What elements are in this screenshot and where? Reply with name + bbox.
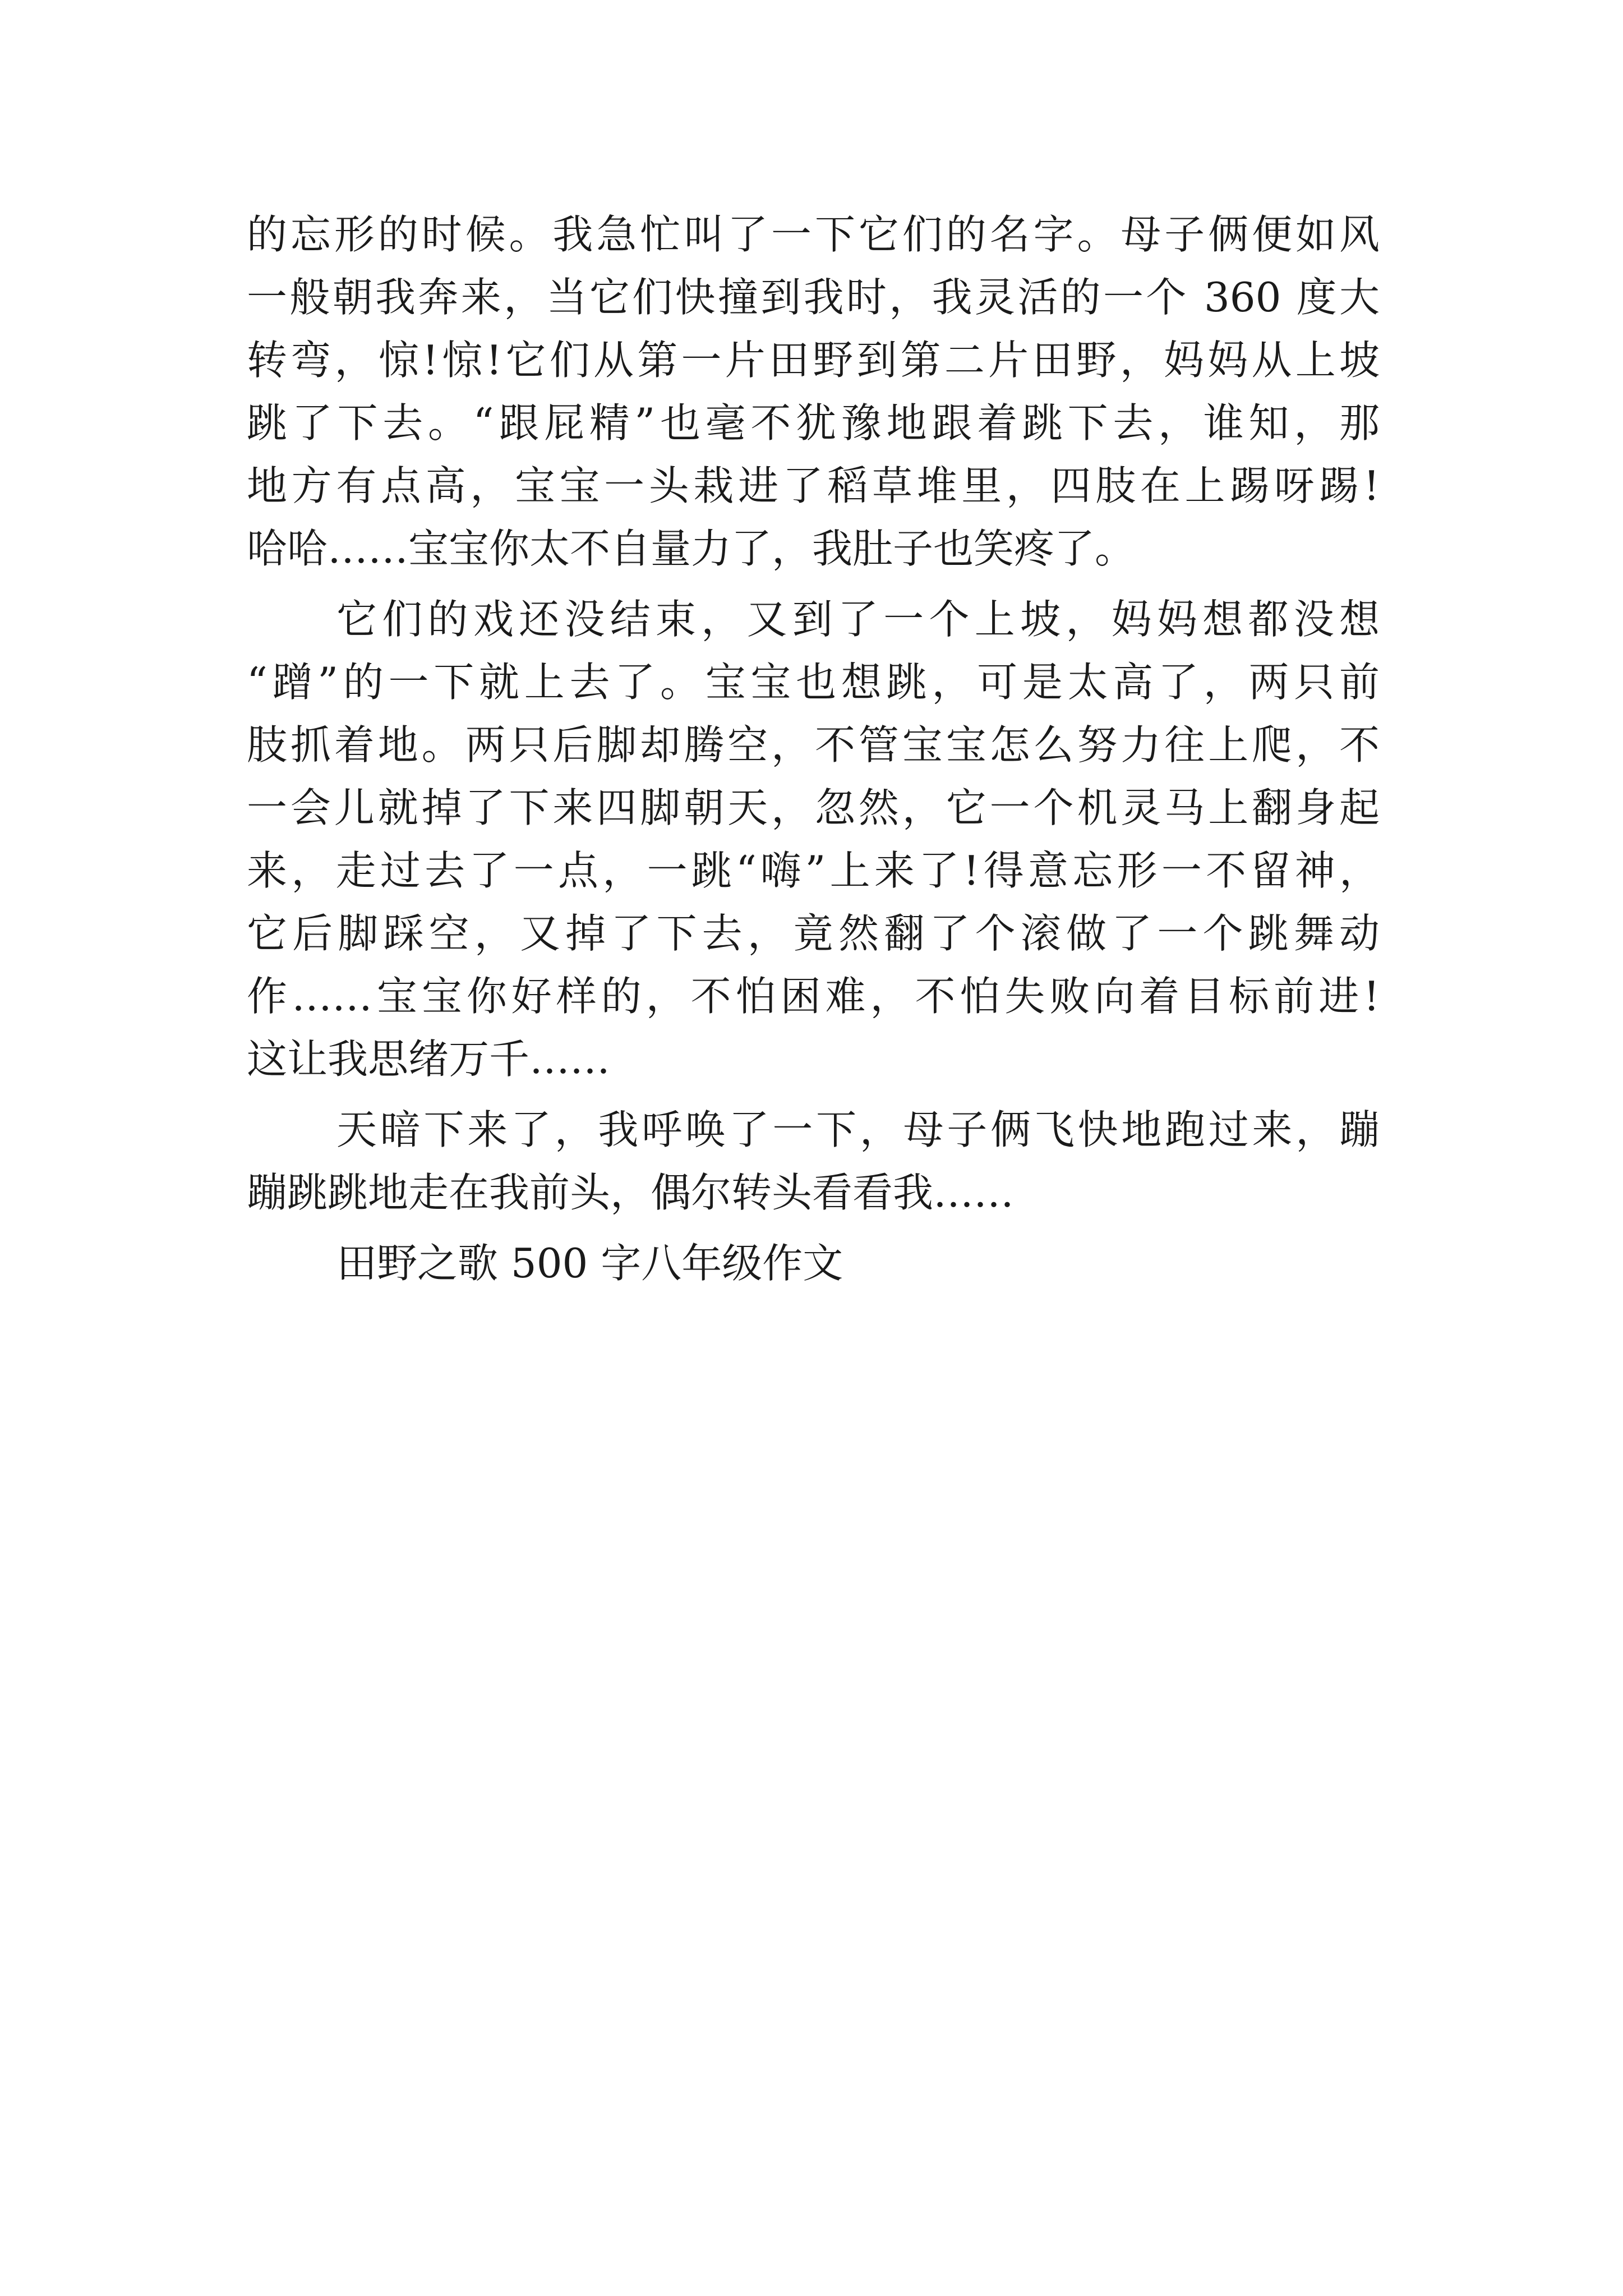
paragraph-3 xyxy=(247,1098,1380,1224)
text-line: 地方有点高，宝宝一头栽进了稻草堆里，四肢在上踢呀踢! xyxy=(247,462,1380,509)
paragraph-gap xyxy=(247,1224,1380,1232)
text-line: 哈哈……宝宝你太不自量力了，我肚子也笑疼了。 xyxy=(247,525,1136,572)
text-line: 一会儿就掉了下来四脚朝天，忽然，它一个机灵马上翻身起 xyxy=(247,784,1380,831)
text-line: 这让我思绪万千…… xyxy=(247,1036,611,1083)
text-line: 作……宝宝你好样的，不怕困难，不怕失败向着目标前进! xyxy=(247,973,1380,1020)
text-line: 转弯，惊!惊!它们从第一片田野到第二片田野，妈妈从上坡 xyxy=(247,337,1380,384)
text-line: 蹦跳跳地走在我前头，偶尔转头看看我…… xyxy=(247,1169,1015,1216)
essay-body xyxy=(247,203,1380,1295)
text-line: 它后脚踩空，又掉了下去，竟然翻了个滚做了一个跳舞动 xyxy=(247,910,1380,957)
text-line: 来，走过去了一点，一跳“嗨”上来了!得意忘形一不留神， xyxy=(247,847,1380,894)
text-line: 的忘形的时候。我急忙叫了一下它们的名字。母子俩便如风 xyxy=(247,211,1380,258)
paragraph-1 xyxy=(247,203,1380,580)
text-line: 它们的戏还没结束，又到了一个上坡，妈妈想都没想 xyxy=(336,596,1380,643)
text-line: 天暗下来了，我呼唤了一下，母子俩飞快地跑过来，蹦 xyxy=(336,1106,1380,1153)
paragraph-2 xyxy=(247,588,1380,1091)
text-line: “蹭”的一下就上去了。宝宝也想跳，可是太高了，两只前 xyxy=(247,659,1380,706)
essay-title-line: 田野之歌 500 字八年级作文 xyxy=(336,1240,843,1287)
paragraph-gap xyxy=(247,580,1380,588)
text-line: 一般朝我奔来，当它们快撞到我时，我灵活的一个 360 度大 xyxy=(247,274,1380,321)
paragraph-4 xyxy=(247,1232,1380,1295)
text-line: 肢抓着地。两只后脚却腾空，不管宝宝怎么努力往上爬，不 xyxy=(247,721,1380,769)
text-line: 跳了下去。“跟屁精”也毫不犹豫地跟着跳下去，谁知，那 xyxy=(247,399,1380,447)
paragraph-gap xyxy=(247,1091,1380,1098)
